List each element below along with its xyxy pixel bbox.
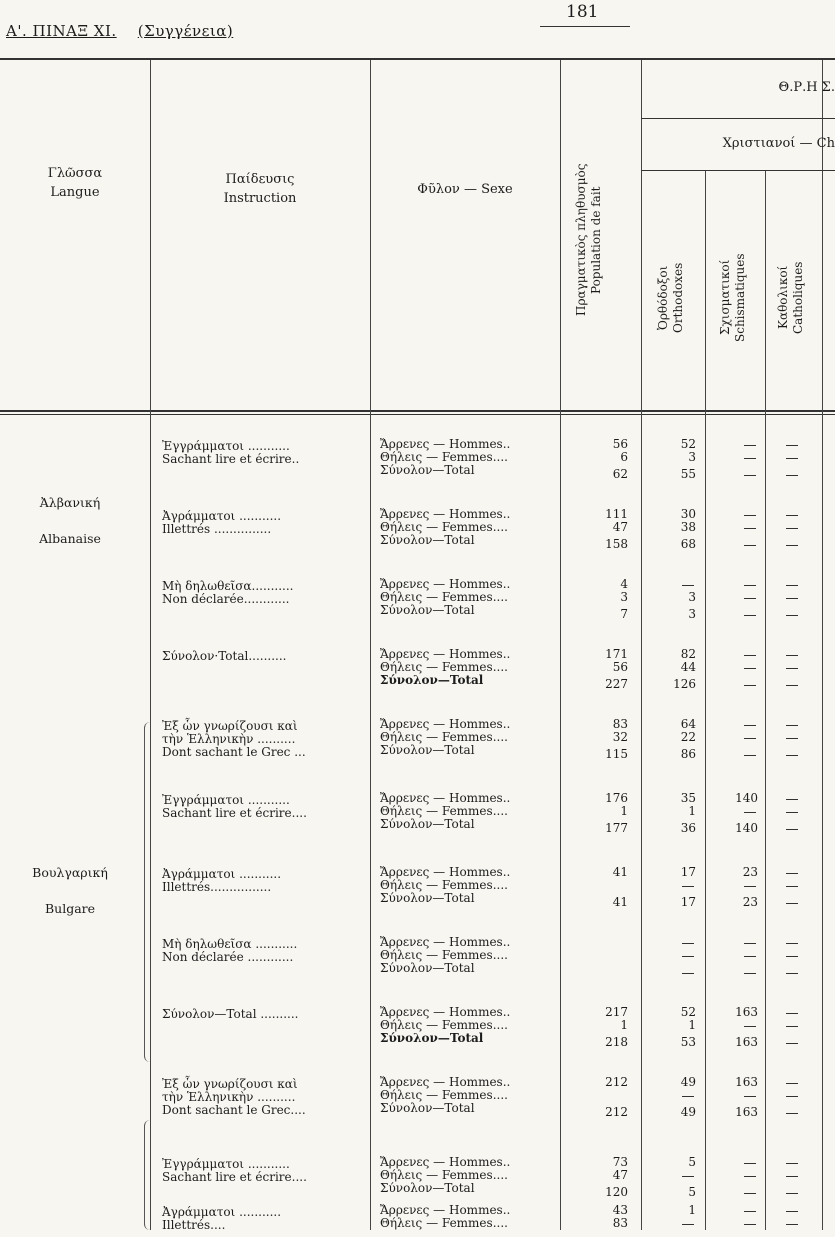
sex-label: Σύνολον—Total <box>380 463 475 477</box>
col-catholic-header <box>776 195 806 400</box>
orth-value: 1 <box>688 1018 696 1032</box>
pop-value: 217 <box>605 1005 628 1019</box>
instruction-text: Μὴ δηλωθεῖσα........... <box>162 579 294 593</box>
catholic-dash <box>786 445 798 446</box>
col-schismatic-fr: Schismatiques <box>733 253 747 342</box>
empty-dash <box>744 956 756 957</box>
sex-label: Θήλεις — Femmes.... <box>380 590 508 604</box>
col-rule-4 <box>641 60 642 1230</box>
pop-value: 83 <box>612 717 628 731</box>
empty-dash <box>744 973 756 974</box>
sex-label: Θήλεις — Femmes.... <box>380 1216 508 1230</box>
sex-label: Σύνολον—Total <box>380 1031 484 1045</box>
sex-label: Σύνολον—Total <box>380 743 475 757</box>
orth-value: 68 <box>680 537 696 551</box>
empty-dash <box>744 475 756 476</box>
instruction-text: Sachant lire et écrire.... <box>162 1170 307 1184</box>
empty-dash <box>744 615 756 616</box>
page-number: 181 <box>566 2 599 22</box>
instruction-text: Sachant lire et écrire.... <box>162 806 307 820</box>
instruction-text: Ἐξ ὧν γνωρίζουσι καὶ <box>162 719 298 733</box>
orth-value: 17 <box>680 865 696 879</box>
sex-label: Ἄρρενες — Hommes.. <box>380 437 511 451</box>
instruction-text: Μὴ δηλωθεῖσα ........... <box>162 937 298 951</box>
sex-label: Σύνολον—Total <box>380 1181 475 1195</box>
pop-value: 73 <box>612 1155 628 1169</box>
language-bulgarian-fr: Bulgare <box>44 901 96 916</box>
orth-value: 3 <box>688 607 696 621</box>
pop-value: 62 <box>612 467 628 481</box>
sex-label: Ἄρρενες — Hommes.. <box>380 865 511 879</box>
pop-value: 47 <box>612 520 628 534</box>
catholic-dash <box>786 1026 798 1027</box>
language-albanian-fr: Albanaise <box>39 531 101 546</box>
catholic-dash <box>786 1224 798 1225</box>
table-title-prefix: Α'. ΠΙΝΑΞ XI. <box>6 22 117 40</box>
orth-value: 1 <box>688 804 696 818</box>
catholic-dash <box>786 738 798 739</box>
orth-value: 55 <box>680 467 696 481</box>
catholic-dash <box>786 528 798 529</box>
sex-label: Σύνολον—Total <box>380 891 475 905</box>
catholic-dash <box>786 903 798 904</box>
col-language-gr: Γλῶσσα <box>47 166 103 181</box>
sex-label: Σύνολον—Total <box>380 817 475 831</box>
empty-dash <box>744 943 756 944</box>
instruction-text: Ἀγράμματοι ........... <box>162 509 282 523</box>
catholic-dash <box>786 685 798 686</box>
pop-value: 171 <box>605 647 628 661</box>
col-instruction-gr: Παίδευσις <box>225 172 295 187</box>
schism-value: 140 <box>735 821 758 835</box>
orth-value: 38 <box>680 520 696 534</box>
sex-label: Θήλεις — Femmes.... <box>380 878 508 892</box>
orth-value: 22 <box>680 730 696 744</box>
instruction-text: Σύνολον—Total .......... <box>162 1007 299 1021</box>
pop-value: 120 <box>605 1185 628 1199</box>
empty-dash <box>744 812 756 813</box>
orth-value: 52 <box>680 1005 696 1019</box>
instruction-text: Illettrés.... <box>162 1218 226 1232</box>
orth-value: 1 <box>688 1203 696 1217</box>
empty-dash <box>744 585 756 586</box>
empty-dash <box>744 445 756 446</box>
pop-value: 1 <box>620 804 628 818</box>
col-schismatic-gr: Σχισματικοί <box>718 259 732 336</box>
sex-label: Θήλεις — Femmes.... <box>380 804 508 818</box>
pop-value: 41 <box>612 865 628 879</box>
orth-value: 30 <box>680 507 696 521</box>
page-number-rule <box>540 26 630 27</box>
col-instruction-fr: Instruction <box>223 191 297 206</box>
pop-value: 176 <box>605 791 628 805</box>
empty-dash <box>744 545 756 546</box>
sex-label: Ἄρρενες — Hommes.. <box>380 1075 511 1089</box>
pop-value: 6 <box>620 450 628 464</box>
next-group-brace <box>144 1120 151 1230</box>
col-instruction-header <box>150 170 370 208</box>
pop-value: 218 <box>605 1035 628 1049</box>
sex-label: Θήλεις — Femmes.... <box>380 1088 508 1102</box>
catholic-dash <box>786 1043 798 1044</box>
catholic-dash <box>786 545 798 546</box>
sex-label: Σύνολον—Total <box>380 603 475 617</box>
schism-value: 23 <box>742 895 758 909</box>
instruction-text: τὴν Ἑλληνικὴν .......... <box>162 1090 296 1104</box>
catholic-dash <box>786 973 798 974</box>
catholic-dash <box>786 873 798 874</box>
sex-label: Θήλεις — Femmes.... <box>380 730 508 744</box>
orth-value: 64 <box>680 717 696 731</box>
sex-label: Θήλεις — Femmes.... <box>380 450 508 464</box>
sex-label: Ἄρρενες — Hommes.. <box>380 1155 511 1169</box>
top-rule <box>0 58 835 60</box>
sex-label: Ἄρρενες — Hommes.. <box>380 935 511 949</box>
pop-value: 32 <box>612 730 628 744</box>
catholic-dash <box>786 1096 798 1097</box>
col-catholic-fr: Catholiques <box>791 261 805 334</box>
catholic-dash <box>786 812 798 813</box>
catholic-dash <box>786 515 798 516</box>
schism-value: 23 <box>742 865 758 879</box>
bulgarian-brace <box>144 722 151 1062</box>
sex-label: Ἄρρενες — Hommes.. <box>380 507 511 521</box>
catholic-dash <box>786 458 798 459</box>
instruction-text: Ἐγγράμματοι ........... <box>162 1157 290 1171</box>
sex-label: Ἄρρενες — Hommes.. <box>380 1005 511 1019</box>
orth-value: 36 <box>680 821 696 835</box>
orth-value: 44 <box>680 660 696 674</box>
table-title-suffix: (Συγγένεια) <box>137 22 234 40</box>
empty-dash <box>744 1096 756 1097</box>
catholic-dash <box>786 585 798 586</box>
religion-group-header: Θ.Ρ.Η Σ. <box>778 80 835 95</box>
empty-dash <box>744 725 756 726</box>
sex-label: Ἄρρενες — Hommes.. <box>380 717 511 731</box>
orth-value: 82 <box>680 647 696 661</box>
empty-dash <box>744 1026 756 1027</box>
language-albanian <box>0 492 140 550</box>
empty-dash <box>682 943 694 944</box>
sex-label: Θήλεις — Femmes.... <box>380 520 508 534</box>
empty-dash <box>744 738 756 739</box>
col-rule-7 <box>822 60 823 1230</box>
pop-value: 56 <box>612 660 628 674</box>
empty-dash <box>744 515 756 516</box>
orth-value: 3 <box>688 450 696 464</box>
col-catholic-gr: Καθολικοί <box>776 265 790 330</box>
pop-value: 7 <box>620 607 628 621</box>
catholic-dash <box>786 1211 798 1212</box>
christian-group-header: Χριστιανοί — Ch <box>722 136 835 151</box>
catholic-dash <box>786 668 798 669</box>
catholic-dash <box>786 799 798 800</box>
catholic-dash <box>786 829 798 830</box>
orth-value: 52 <box>680 437 696 451</box>
sex-label: Σύνολον—Total <box>380 961 475 975</box>
pop-value: 43 <box>612 1203 628 1217</box>
empty-dash <box>744 655 756 656</box>
sex-label: Σύνολον—Total <box>380 673 484 687</box>
language-bulgarian-gr: Βουλγαρική <box>32 865 108 880</box>
pop-value: 1 <box>620 1018 628 1032</box>
pop-value: 4 <box>620 577 628 591</box>
empty-dash <box>744 1211 756 1212</box>
catholic-dash <box>786 886 798 887</box>
group-rule-2 <box>641 170 835 171</box>
schism-value: 163 <box>735 1035 758 1049</box>
empty-dash <box>682 956 694 957</box>
col-orthodox-header <box>656 195 686 400</box>
empty-dash <box>682 973 694 974</box>
col-orthodox-gr: Ὀρθόδοξοι <box>656 265 670 330</box>
pop-value: 212 <box>605 1105 628 1119</box>
orth-value: 3 <box>688 590 696 604</box>
catholic-dash <box>786 1163 798 1164</box>
catholic-dash <box>786 1083 798 1084</box>
empty-dash <box>744 1193 756 1194</box>
pop-value: 115 <box>605 747 628 761</box>
instruction-text: Ἐξ ὧν γνωρίζουσι καὶ <box>162 1077 298 1091</box>
col-population-gr: Πραγματικὸς πληθυσμὸς <box>574 163 588 317</box>
sex-label: Θήλεις — Femmes.... <box>380 660 508 674</box>
group-rule-1 <box>641 118 835 119</box>
instruction-text: Dont sachant le Grec.... <box>162 1103 306 1117</box>
sex-label: Θήλεις — Femmes.... <box>380 1168 508 1182</box>
empty-dash <box>744 598 756 599</box>
pop-value: 212 <box>605 1075 628 1089</box>
instruction-text: Ἀγράμματοι ........... <box>162 1205 282 1219</box>
orth-value: 53 <box>680 1035 696 1049</box>
instruction-text: Ἀγράμματοι ........... <box>162 867 282 881</box>
catholic-dash <box>786 1193 798 1194</box>
instruction-text: Ἐγγράμματοι ........... <box>162 439 290 453</box>
sex-label: Ἄρρενες — Hommes.. <box>380 1203 511 1217</box>
col-population-header <box>574 80 604 400</box>
instruction-text: Ἐγγράμματοι ........... <box>162 793 290 807</box>
header-bottom-rule-2 <box>0 414 835 415</box>
empty-dash <box>682 1176 694 1177</box>
empty-dash <box>744 685 756 686</box>
schism-value: 163 <box>735 1075 758 1089</box>
empty-dash <box>744 886 756 887</box>
sex-label: Ἄρρενες — Hommes.. <box>380 647 511 661</box>
sex-label: Θήλεις — Femmes.... <box>380 1018 508 1032</box>
language-albanian-gr: Ἀλβανική <box>39 495 101 510</box>
catholic-dash <box>786 1013 798 1014</box>
sex-label: Σύνολον—Total <box>380 1101 475 1115</box>
empty-dash <box>744 1163 756 1164</box>
pop-value: 47 <box>612 1168 628 1182</box>
catholic-dash <box>786 943 798 944</box>
empty-dash <box>682 585 694 586</box>
orth-value: 35 <box>680 791 696 805</box>
instruction-text: Dont sachant le Grec ... <box>162 745 306 759</box>
instruction-text: Illettrés ............... <box>162 522 272 536</box>
orth-value: 5 <box>688 1155 696 1169</box>
language-bulgarian <box>0 862 140 920</box>
col-rule-6 <box>765 170 766 1230</box>
pop-value: 177 <box>605 821 628 835</box>
orth-value: 126 <box>673 677 696 691</box>
table-title <box>6 22 233 40</box>
col-rule-2 <box>370 60 371 1230</box>
catholic-dash <box>786 475 798 476</box>
header-bottom-rule <box>0 410 835 412</box>
catholic-dash <box>786 655 798 656</box>
catholic-dash <box>786 956 798 957</box>
instruction-text: Σύνολον·Total.......... <box>162 649 287 663</box>
pop-value: 227 <box>605 677 628 691</box>
orth-value: 49 <box>680 1075 696 1089</box>
empty-dash <box>682 1096 694 1097</box>
col-population-fr: Population de fait <box>589 186 603 294</box>
col-schismatic-header <box>718 195 748 400</box>
col-language-fr: Langue <box>50 185 100 200</box>
pop-value: 158 <box>605 537 628 551</box>
sex-label: Ἄρρενες — Hommes.. <box>380 791 511 805</box>
catholic-dash <box>786 598 798 599</box>
orth-value: 5 <box>688 1185 696 1199</box>
instruction-text: Sachant lire et écrire.. <box>162 452 300 466</box>
empty-dash <box>682 886 694 887</box>
sex-label: Ἄρρενες — Hommes.. <box>380 577 511 591</box>
schism-value: 163 <box>735 1105 758 1119</box>
col-orthodox-fr: Orthodoxes <box>671 262 685 333</box>
pop-value: 111 <box>605 507 628 521</box>
instruction-text: Non déclarée ............ <box>162 950 294 964</box>
pop-value: 56 <box>612 437 628 451</box>
col-rule-5 <box>705 170 706 1230</box>
col-language-header <box>0 164 150 202</box>
instruction-text: τὴν Ἑλληνικὴν .......... <box>162 732 296 746</box>
orth-value: 17 <box>680 895 696 909</box>
pop-value: 41 <box>612 895 628 909</box>
pop-value: 83 <box>612 1216 628 1230</box>
col-rule-3 <box>560 60 561 1230</box>
orth-value: 49 <box>680 1105 696 1119</box>
empty-dash <box>744 668 756 669</box>
col-sex-header: Φῦλον — Sexe <box>417 182 513 197</box>
instruction-text: Illettrés................ <box>162 880 272 894</box>
catholic-dash <box>786 725 798 726</box>
catholic-dash <box>786 1113 798 1114</box>
empty-dash <box>744 1176 756 1177</box>
empty-dash <box>744 458 756 459</box>
catholic-dash <box>786 755 798 756</box>
empty-dash <box>744 755 756 756</box>
schism-value: 140 <box>735 791 758 805</box>
sex-label: Σύνολον—Total <box>380 533 475 547</box>
empty-dash <box>744 528 756 529</box>
pop-value: 3 <box>620 590 628 604</box>
instruction-text: Non déclarée............ <box>162 592 290 606</box>
catholic-dash <box>786 1176 798 1177</box>
schism-value: 163 <box>735 1005 758 1019</box>
empty-dash <box>682 1224 694 1225</box>
sex-label: Θήλεις — Femmes.... <box>380 948 508 962</box>
empty-dash <box>744 1224 756 1225</box>
orth-value: 86 <box>680 747 696 761</box>
catholic-dash <box>786 615 798 616</box>
